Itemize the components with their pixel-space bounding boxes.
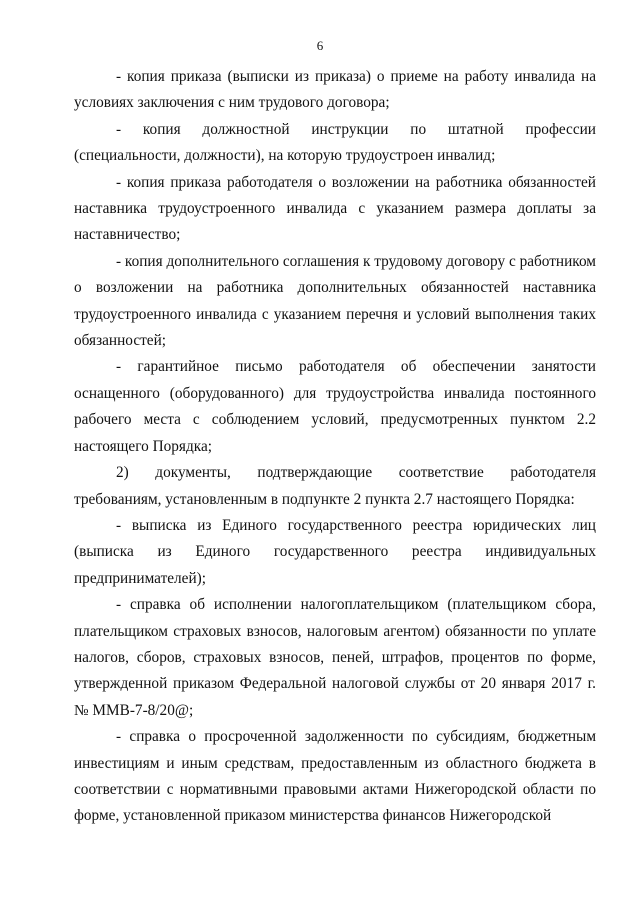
paragraph-mentor-order: - копия приказа работодателя о возложении на работника обязанностей наставника трудоустроенного инвалида с указанием размера доплаты за наставничество;	[74, 173, 596, 244]
paragraph-job-description: - копия должностной инструкции по штатной профессии (специальности, должности), на которую трудоустроен инвалид;	[74, 120, 596, 165]
paragraph-guarantee-letter: - гарантийное письмо работодателя об обеспечении занятости оснащенного (оборудованного) для трудоустройства инвалида постоянного рабочего места с соблюдением условий, предусмотренных пунктом 2.2 настоящего Порядка;	[74, 358, 596, 455]
paragraph-tax-certificate: - справка об исполнении налогоплательщиком (плательщиком сбора, плательщиком страховых взносов, налоговым агентом) обязанности по уплате налогов, сборов, страховых взносов, пеней, штрафов, процентов по форме, утвержденной приказом Федеральной налоговой службы от 20 января 2017 г. № ММВ-7-8/20@;	[74, 596, 596, 719]
paragraph-compliance-documents: 2) документы, подтверждающие соответствие работодателя требованиям, установленным в подпункте 2 пункта 2.7 настоящего Порядка:	[74, 464, 596, 508]
document-body	[74, 64, 596, 830]
paragraph-debt-certificate: - справка о просроченной задолженности по субсидиям, бюджетным инвестициям и иным средствам, предоставленным из областного бюджета в соответствии с нормативными правовыми актами Нижегородской области по форме, установленной приказом министерства финансов Нижегородской	[74, 728, 596, 825]
paragraph-order-copy: - копия приказа (выписки из приказа) о приеме на работу инвалида на условиях заключения с ним трудового договора;	[74, 68, 596, 112]
paragraph-additional-agreement: - копия дополнительного соглашения к трудовому договору с работником о возложении на работника дополнительных обязанностей наставника трудоустроенного инвалида с указанием перечня и условий выполнения таких обязанностей;	[74, 252, 596, 350]
paragraph-registry-extract: - выписка из Единого государственного реестра юридических лиц (выписка из Единого государственного реестра индивидуальных предпринимателей);	[74, 516, 596, 587]
page-number: 6	[316, 38, 324, 53]
